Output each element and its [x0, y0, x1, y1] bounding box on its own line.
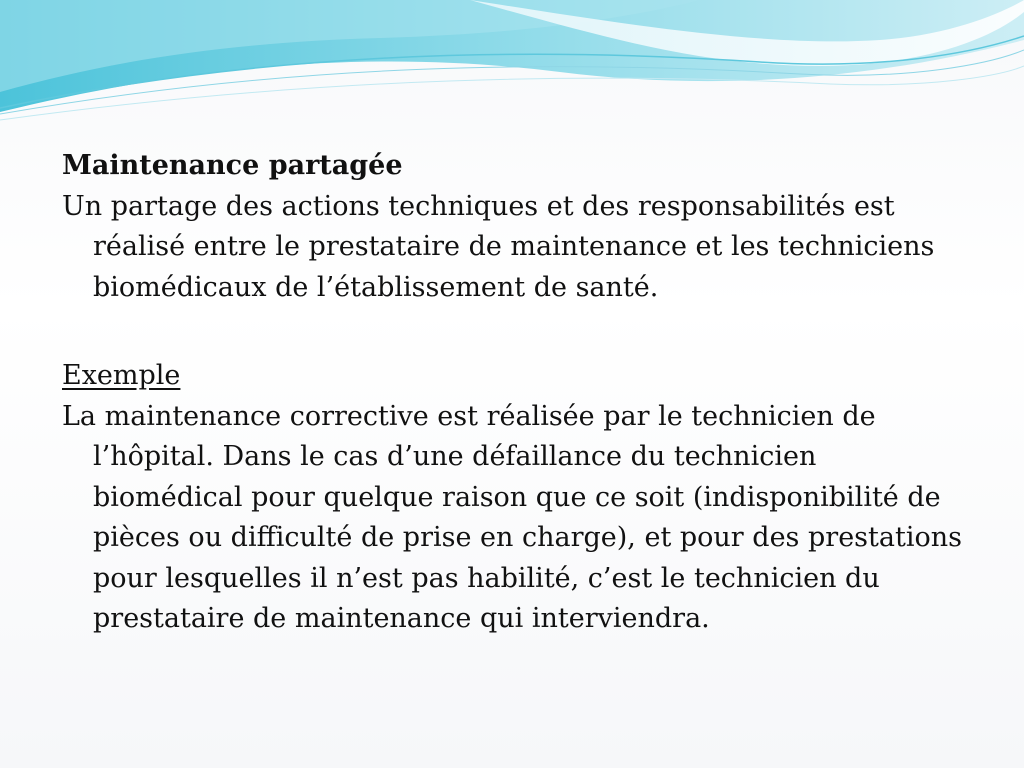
spacer — [62, 308, 972, 356]
example-paragraph: La maintenance corrective est réalisée par le technicien de l’hôpital. Dans le cas d’une défaillance du technicien biomédical pour quelque raison que ce soit (indisponibilité de pièces ou difficulté de prise en charge), et pour des prestations pour lesquelles il n’est pas habilité, c’est le technicien du prestataire de maintenance qui interviendra. — [62, 400, 962, 634]
header-wave-decoration — [0, 0, 1024, 125]
example-heading: Exemple — [62, 360, 181, 391]
section-paragraph: Un partage des actions techniques et des responsabilités est réalisé entre le prestataire de maintenance et les techniciens biomédicaux de l’établissement de santé. — [62, 190, 935, 303]
slide-content — [62, 140, 972, 640]
section-heading: Maintenance partagée — [62, 150, 403, 181]
